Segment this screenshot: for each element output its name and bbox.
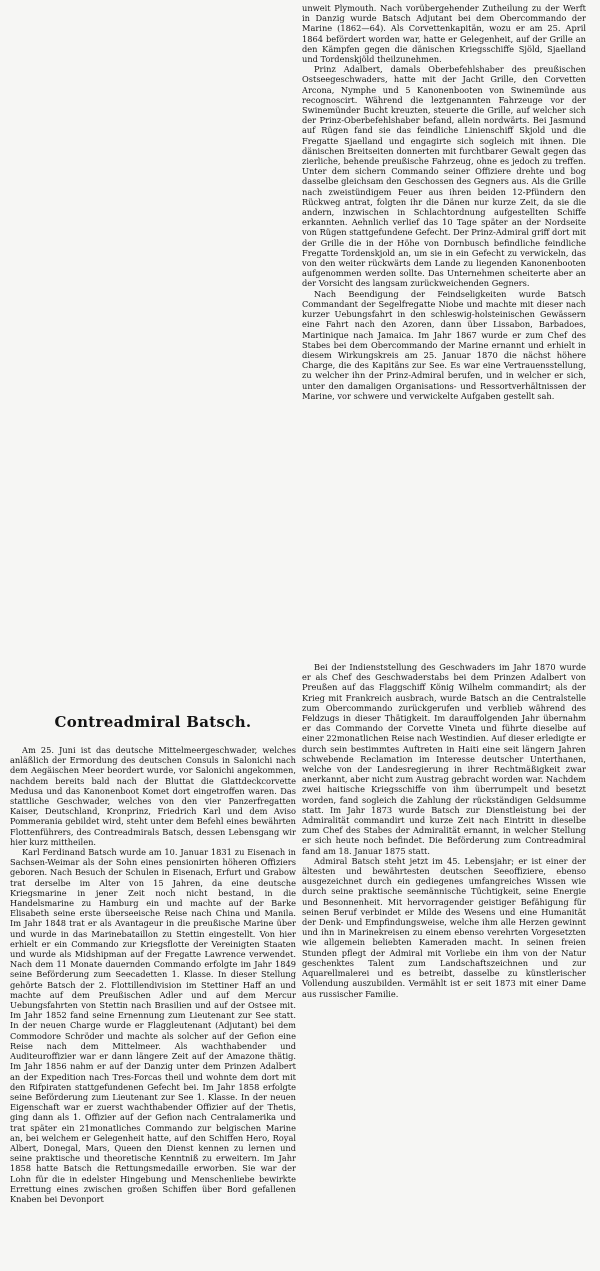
left-column xyxy=(10,745,296,1267)
paragraph: Am 25. Juni ist das deutsche Mittelmeergeschwader, welches anläßlich der Ermordung des deutschen Consuls in Salonichi nach dem Aegäischen Meer beordert wurde, vor Salonichi angekommen, nachdem bereits bald nach der Bluttat die Glattdeckcorvette Medusa und das Kanonenboot Komet dort eingetroffen waren. Das stattliche Geschwader, welches von den vier Panzerfregatten Kaiser, Deutschland, Kronprinz, Friedrich Karl und dem Aviso Pommerania gebildet wird, steht unter dem Befehl eines bewährten Flottenführers, des Contreadmirals Batsch, dessen Lebensgang wir hier kurz mittheilen. xyxy=(10,745,296,847)
paragraph: Admiral Batsch steht jetzt im 45. Lebensjahr; er ist einer der ältesten und bewährtesten deutschen Seeoffiziere, ebenso ausgezeichnet durch ein gediegenes umfangreiches Wissen wie durch seine praktische seemännische Tüchtigkeit, seine Energie und Besonnenheit. Mit hervorragender geistiger Befähigung für seinen Beruf verbindet er Milde des Wesens und eine Humanität der Denk- und Empfindungsweise, welche ihm alle Herzen gewinnt und ihn in Marinekreisen zu einem ebenso verehrten Vorgesetzten wie allgemein beliebten Kameraden macht. In seinen freien Stunden pflegt der Admiral mit Vorliebe ein ihm von der Natur geschenktes Talent zum Landschaftszeichnen und zur Aquarellmalerei und es betreibt, dasselbe zu künstlerischer Vollendung auszubilden. Vermählt ist er seit 1873 mit einer Dame aus russischer Familie. xyxy=(302,855,586,999)
paragraph: Nach Beendigung der Feindseligkeiten wurde Batsch Commandant der Segelfregatte Niobe und machte mit dieser nach kurzer Uebungsfahrt in den schleswig-holsteinischen Gewässern eine Fahrt nach den Azoren, dann über Lissabon, Barbadoes, Martinique nach Jamaica. Im Jahr 1867 wurde er zum Chef des Stabes bei dem Obercommando der Marine ernannt und erhielt in diesem Wirkungskreis am 25. Januar 1870 die nächst höhere Charge, die des Kapitäns zur See. Es war eine Vertrauensstellung, zu welcher ihn der Prinz-Admiral berufen, und in welcher er sich, unter den damaligen Organisations- und Ressortverhältnissen der Marine, vor schwere und verwickelte Aufgaben gestellt sah. xyxy=(302,288,586,401)
article-title: Contreadmiral Batsch. xyxy=(54,713,252,731)
right-column-bottom xyxy=(302,662,586,1266)
paragraph: Prinz Adalbert, damals Oberbefehlshaber des preußischen Ostseegeschwaders, hatte mit der Jacht Grille, den Corvetten Arcona, Nymphe und 5 Kanonenbooten von Swinemünde aus recognoscirt. Während die leztgenannten Fahrzeuge vor der Swinemünder Bucht kreuzten, steuerte die Grille, auf welcher sich der Prinz-Oberbefehlshaber befand, allein nordwärts. Bei Jasmund auf Rügen fand sie das feindliche Linienschiff Skjold und die Fregatte Sjaelland und engagirte sich sogleich mit ihnen. Die dänischen Breitseiten donnerten mit furchtbarer Gewalt gegen das zierliche, behende preußische Fahrzeug, ohne es jedoch zu treffen. Unter dem sichern Commando seiner Offiziere drehte und bog dasselbe gleichsam den Geschossen des Gegners aus. Als die Grille nach zweistündigem Feuer aus ihren beiden 12-Pfündern den Rückweg antrat, folgten ihr die Dänen nur kurze Zeit, da sie die andern, inzwischen in Schlachtordnung aufgestellten Schiffe erkannten. Aehnlich verlief das 10 Tage später an der Nordseite von Rügen stattgefundene Gefecht. Der Prinz-Admiral griff dort mit der Grille die in der Höhe von Dornbusch befindliche feindliche Fregatte Tordenskjold an, um sie in ein Gefecht zu verwickeln, das von den weiter rückwärts dem Lande zu liegenden Kanonenbooten aufgenommen werden sollte. Das Unternehmen scheiterte aber an der Vorsicht des langsam zurückweichenden Gegners. xyxy=(302,64,586,289)
right-column-top xyxy=(302,3,586,660)
paragraph: Bei der Indienststellung des Geschwaders im Jahr 1870 wurde er als Chef des Geschwaderstabs bei dem Prinzen Adalbert von Preußen auf das Flaggschiff König Wilhelm commandirt; als der Krieg mit Frankreich ausbrach, wurde Batsch an die Centralstelle zum Obercommando zurückgerufen und verblieb während des Feldzugs in dieser Thätigkeit. Im darauffolgenden Jahr übernahm er das Commando der Corvette Vineta und führte dieselbe auf einer 22monatlichen Reise nach Westindien. Auf dieser erledigte er durch sein bestimmtes Auftreten in Haiti eine seit längern Jahren schwebende Reclamation im Interesse deutscher Unterthanen, welche von der Landesregierung in ihrer Rechtmäßigkeit zwar anerkannt, aber nicht zum Austrag gebracht worden war. Nachdem zwei haitische Kriegsschiffe von ihm überrumpelt und besetzt worden, fand sogleich die Zahlung der rückständigen Geldsumme statt. Im Jahr 1873 wurde Batsch zur Dienstleistung bei der Admiralität commandirt und kurze Zeit nach Eintritt in dieselbe zum Chef des Stabes der Admiralität ernannt, in welcher Stellung er sich heute noch befindet. Die Beförderung zum Contreadmiral fand am 18. Januar 1875 statt. xyxy=(302,662,586,856)
paragraph: unweit Plymouth. Nach vorübergehender Zutheilung zu der Werft in Danzig wurde Batsch Adjutant bei dem Obercommando der Marine (1862—64). Als Corvettenkapitän, wozu er am 25. April 1864 befördert worden war, hatte er Gelegenheit, auf der Grille an den Kämpfen gegen die dänischen Kriegsschiffe Sjöld, Sjaelland und Tordenskjöld theilzunehmen. xyxy=(302,3,586,65)
paragraph: Karl Ferdinand Batsch wurde am 10. Januar 1831 zu Eisenach in Sachsen-Weimar als der Sohn eines pensionirten höheren Offiziers geboren. Nach Besuch der Schulen in Eisenach, Erfurt und Grabow trat derselbe im Alter von 15 Jahren, da eine deutsche Kriegsmarine in jener Zeit noch nicht bestand, in die Handelsmarine zu Hamburg ein und machte auf der Barke Elisabeth seine erste überseeische Reise nach China und Manila. Im Jahr 1848 trat er als Avantageur in die preußische Marine über und wurde in das Marinebataillon zu Stettin eingestellt. Von hier erhielt er ein Commando zur Kriegsflotte der Vereinigten Staaten und wurde als Midshipman auf der Fregatte Lawrence verwendet. Nach dem 11 Monate dauernden Commando erfolgte im Jahr 1849 seine Beförderung zum Seecadetten 1. Klasse. In dieser Stellung gehörte Batsch der 2. Flottillendivision im Stettiner Haff an und machte auf dem Preußischen Adler und auf dem Mercur Uebungsfahrten von Stettin nach Brasilien und auf der Ostsee mit. Im Jahr 1852 fand seine Ernennung zum Lieutenant zur See statt. In der neuen Charge wurde er Flaggleutenant (Adjutant) bei dem Commodore Schröder und machte als solcher auf der Gefion eine Reise nach dem Mittelmeer. Als wachthabender und Auditeuroffizier war er dann längere Zeit auf der Amazone thätig. Im Jahr 1856 nahm er auf der Danzig unter dem Prinzen Adalbert an der Expedition nach Tres-Forcas theil und wohnte dem dort mit den Rifpiraten stattgefundenen Gefecht bei. Im Jahr 1858 erfolgte seine Beförderung zum Lieutenant zur See 1. Klasse. In der neuen Eigenschaft war er zuerst wachthabender Offizier auf der Thetis, ging dann als 1. Offizier auf der Gefion nach Centralamerika und trat später ein 21monatliches Commando zur belgischen Marine an, bei welchem er Gelegenheit hatte, auf den Schiffen Hero, Royal Albert, Donegal, Mars, Queen den Dienst kennen zu lernen und seine praktische und theoretische Kenntniß zu erweitern. Im Jahr 1858 hatte Batsch die Rettungsmedaille erworben. Sie war der Lohn für die in edelster Hingebung und Menschenliebe bewirkte Errettung eines zwischen großen Schiffen über Bord gefallenen Knaben bei Devonport xyxy=(10,847,296,1204)
